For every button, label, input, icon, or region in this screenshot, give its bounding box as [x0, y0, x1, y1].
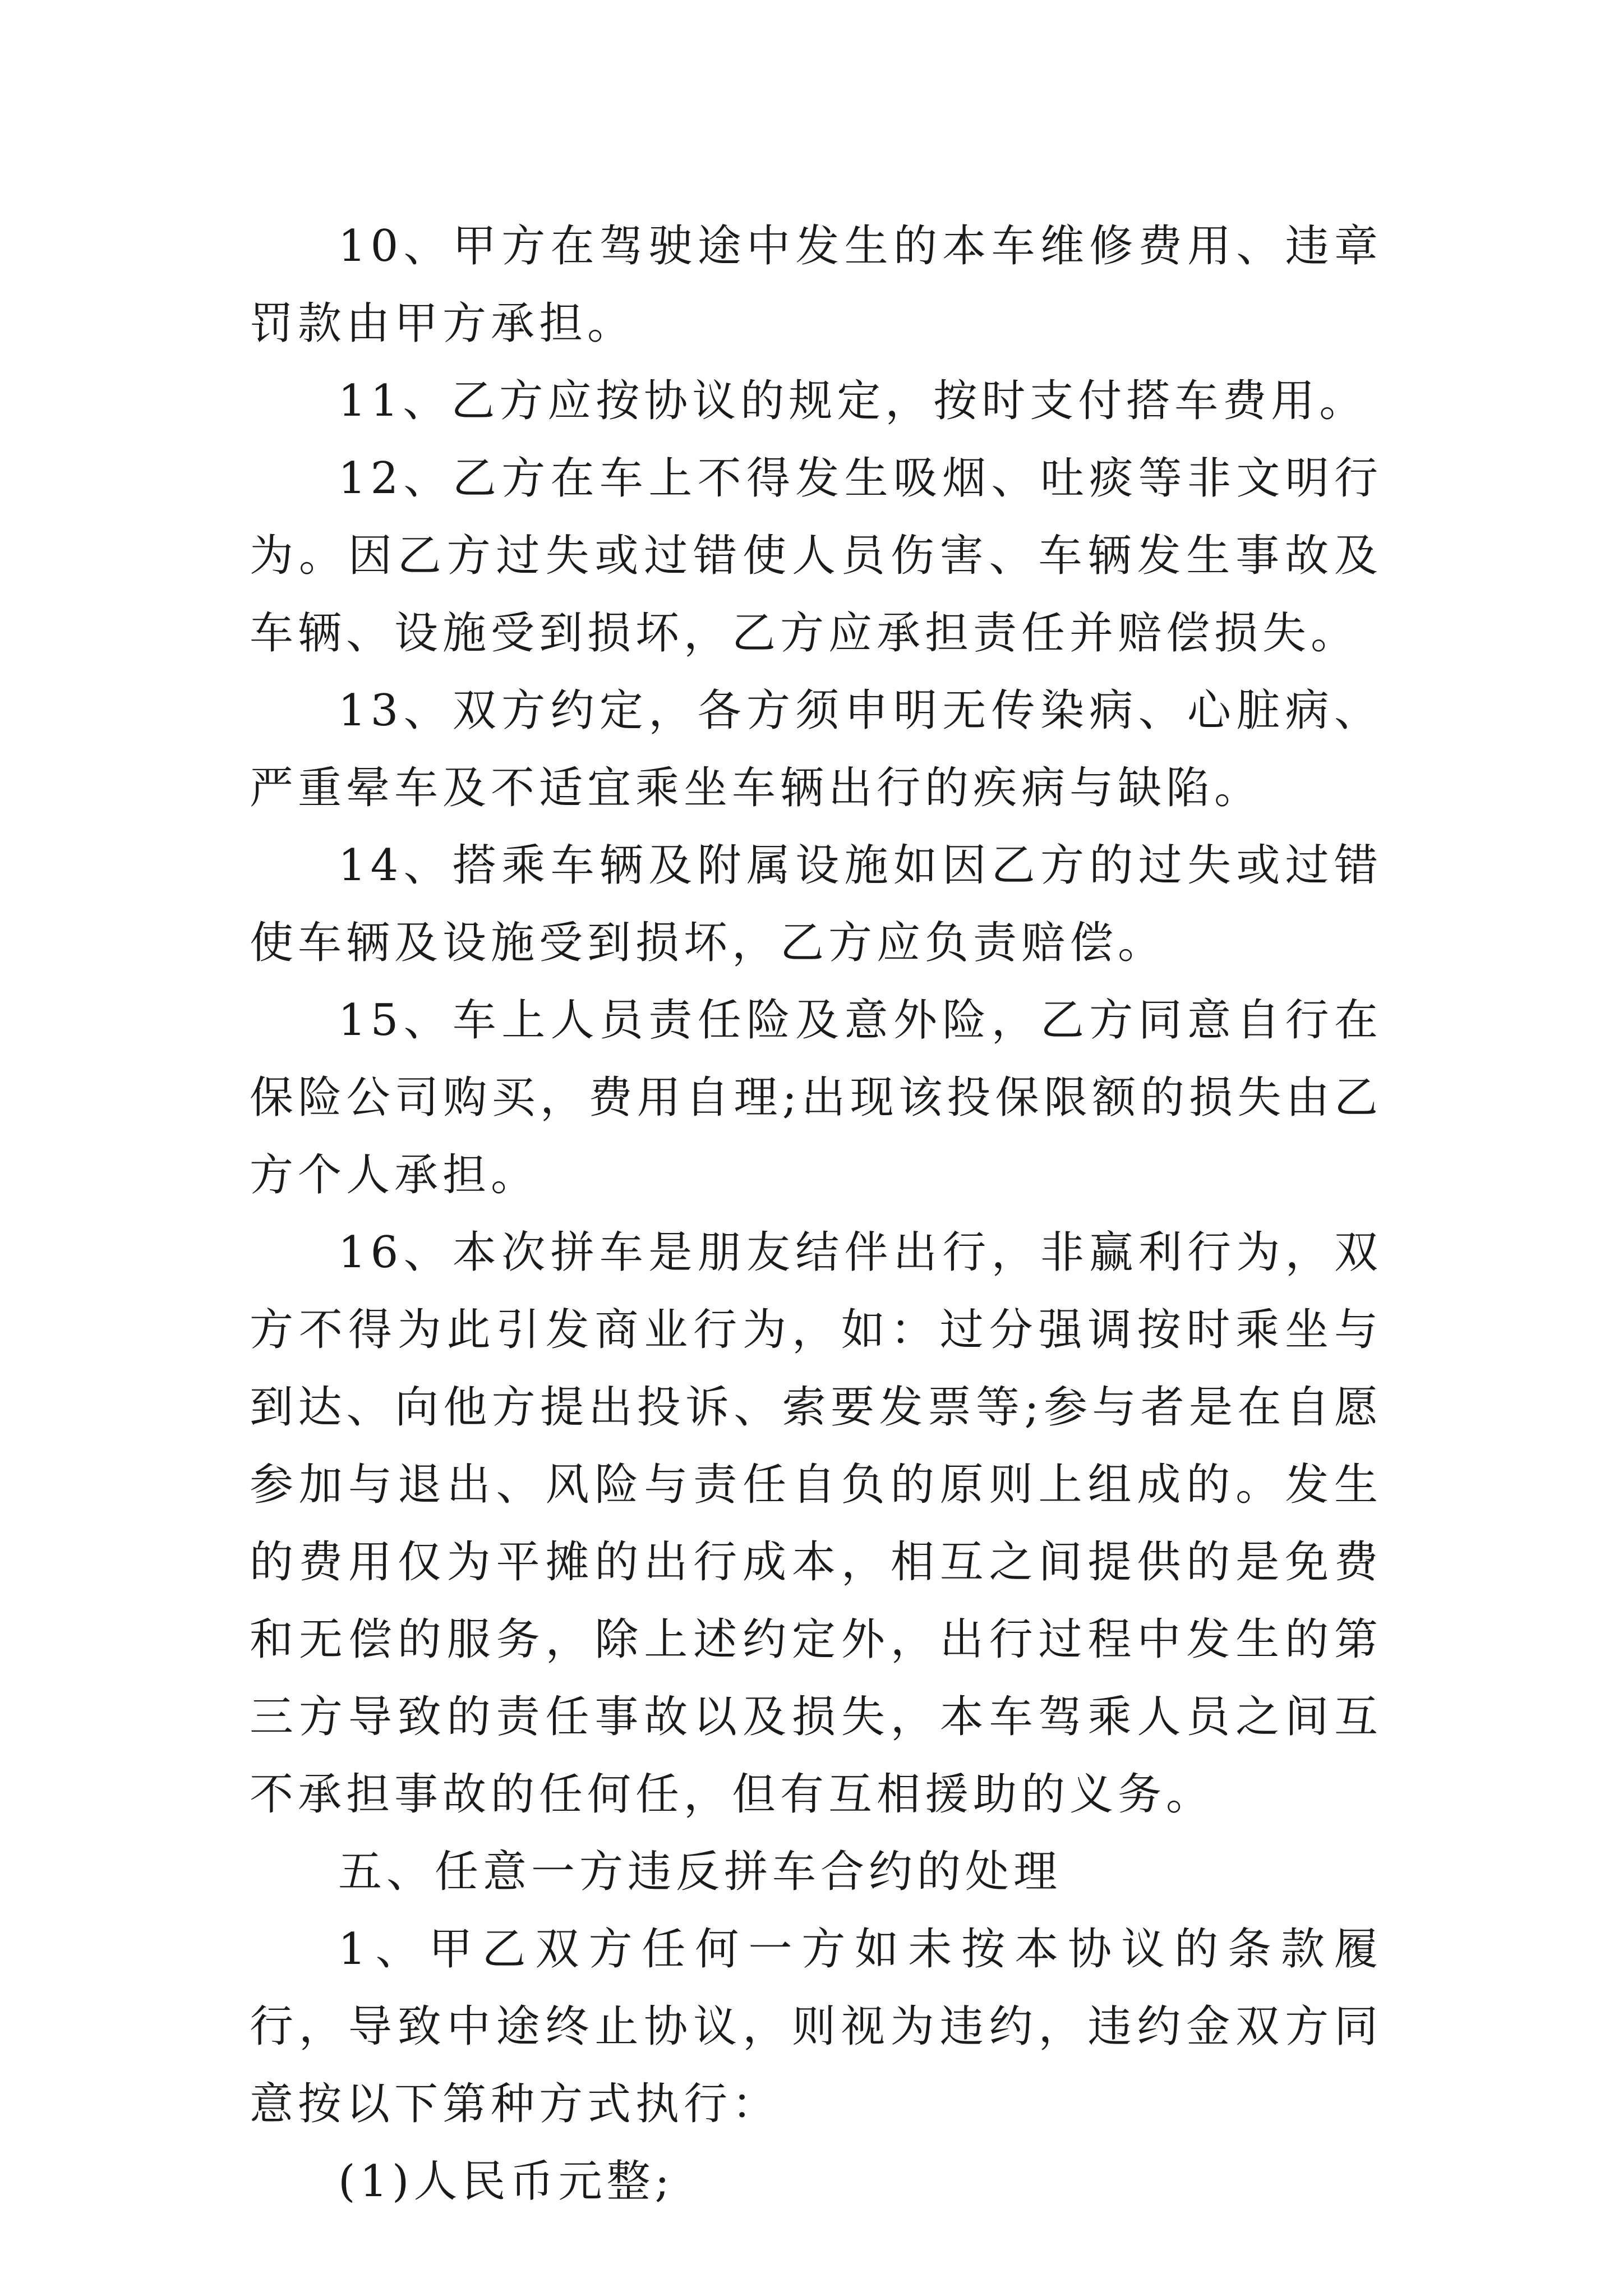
section-heading-5: 五、任意一方违反拼车合约的处理	[338, 1847, 1062, 1897]
document-body	[250, 208, 1382, 2220]
clause-12: 12、乙方在车上不得发生吸烟、吐痰等非文明行为。因乙方过失或过错使人员伤害、车辆发生事故及车辆、设施受到损坏，乙方应承担责任并赔偿损失。	[250, 453, 1382, 659]
clause-14: 14、搭乘车辆及附属设施如因乙方的过失或过错使车辆及设施受到损坏，乙方应负责赔偿。	[250, 840, 1382, 968]
clause-10: 10、甲方在驾驶途中发生的本车维修费用、违章罚款由甲方承担。	[250, 221, 1382, 349]
clause-15: 15、车上人员责任险及意外险，乙方同意自行在保险公司购买，费用自理;出现该投保限额的损失由乙方个人承担。	[250, 995, 1382, 1200]
breach-clause-1: 1、甲乙双方任何一方如未按本协议的条款履行，导致中途终止协议，则视为违约，违约金双方同意按以下第种方式执行：	[250, 1924, 1382, 2129]
clause-11: 11、乙方应按协议的规定，按时支付搭车费用。	[338, 376, 1368, 426]
breach-option-1: (1)人民币元整;	[338, 2156, 674, 2207]
clause-13: 13、双方约定，各方须申明无传染病、心脏病、严重晕车及不适宜乘坐车辆出行的疾病与缺陷。	[250, 685, 1382, 813]
clause-16: 16、本次拼车是朋友结伴出行，非赢利行为，双方不得为此引发商业行为，如：过分强调按时乘坐与到达、向他方提出投诉、索要发票等;参与者是在自愿参加与退出、风险与责任自负的原则上组成的。发生的费用仅为平摊的出行成本，相互之间提供的是免费和无偿的服务，除上述约定外，出行过程中发生的第三方导致的责任事故以及损失，本车驾乘人员之间互不承担事故的任何任，但有互相援助的义务。	[250, 1227, 1382, 1820]
